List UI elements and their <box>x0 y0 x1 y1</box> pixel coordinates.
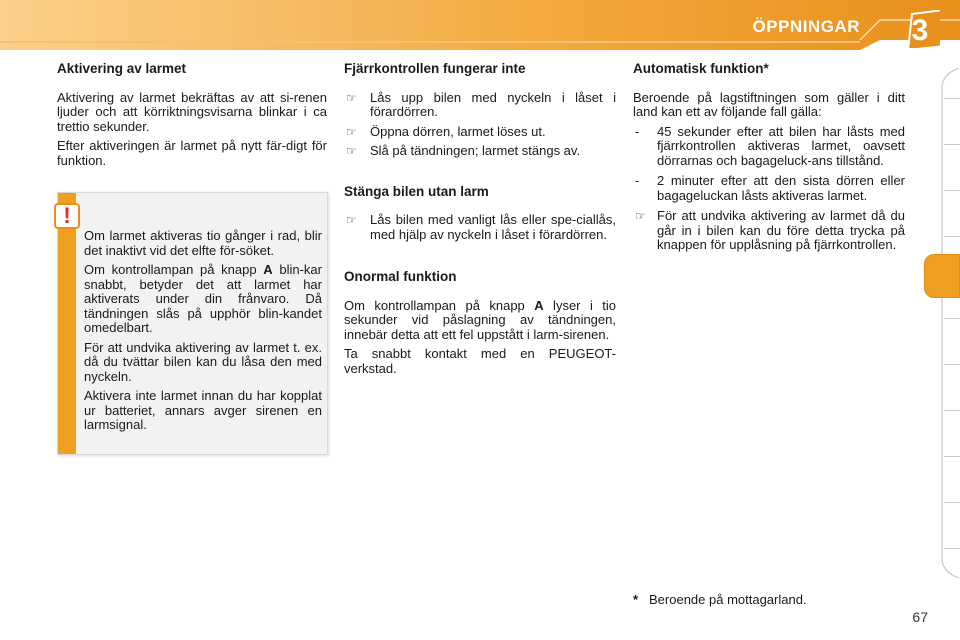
column-remote-issues <box>344 62 616 381</box>
list-item: - 2 minuter efter att den sista dörren eller bagageluckan låsts aktiveras larmet. <box>635 173 905 203</box>
list-item: ☞ Lås upp bilen med nyckeln i låset i förardörren. <box>346 89 616 119</box>
warning-text <box>84 229 322 438</box>
tab-divider <box>944 144 960 145</box>
pointing-hand-icon: ☞ <box>346 144 357 158</box>
footnote: * Beroende på mottagarland. <box>633 592 807 607</box>
pointing-hand-icon: ☞ <box>346 124 357 139</box>
paragraph: Ta snabbt kontakt med en PEUGEOT-verkstad. <box>344 346 616 376</box>
tab-divider <box>944 236 960 237</box>
pointing-hand-icon: ☞ <box>346 90 357 105</box>
warning-icon <box>52 201 82 231</box>
page-number: 67 <box>912 609 928 625</box>
active-chapter-tab[interactable] <box>924 254 960 298</box>
tab-divider <box>944 98 960 99</box>
paragraph: Efter aktiveringen är larmet på nytt fär-digt för funktion. <box>57 138 327 168</box>
tab-divider <box>944 190 960 191</box>
tab-divider <box>944 548 960 549</box>
chapter-side-tabs <box>926 68 960 578</box>
section-heading: Aktivering av larmet <box>57 61 187 76</box>
warning-paragraph: Om kontrollampan på knapp A blin-kar snabbt, betyder det att larmet har aktiverats under din frånvaro. Då tändningen slås på upphör blin-kandet omedelbart. <box>84 262 322 335</box>
paragraph: Beroende på lagstiftningen som gäller i ditt land kan ett av följande fall gälla: <box>633 89 905 119</box>
warning-icon-glyph: ! <box>63 203 71 228</box>
list-item: ☞ För att undvika aktivering av larmet då du går in i bilen kan du före detta trycka på knappen för upplåsning på fjärrkontrollen. <box>635 208 905 252</box>
tab-divider <box>944 502 960 503</box>
pointing-hand-icon: ☞ <box>346 213 357 227</box>
tab-divider <box>944 456 960 457</box>
list-item: ☞ Öppna dörren, larmet löses ut. <box>346 123 546 139</box>
heading-asterisk: * <box>763 61 769 76</box>
section-heading: Fjärrkontrollen fungerar inte <box>344 61 526 76</box>
tab-divider <box>944 410 960 411</box>
tab-divider <box>944 318 960 319</box>
footnote-asterisk: * <box>633 592 639 607</box>
pointing-hand-icon: ☞ <box>635 209 646 223</box>
list-item: - 45 sekunder efter att bilen har låsts med fjärrkontrollen aktiveras larmet, oavsett dörrarnas och bagageluck-ans tillstånd. <box>635 123 905 168</box>
list-item: ☞ Slå på tändningen; larmet stängs av. <box>346 143 581 158</box>
tab-divider <box>944 364 960 365</box>
paragraph: Om kontrollampan på knapp A lyser i tio sekunder vid påslagning av tändningen, innebär detta att ett fel uppstått i larm-sirenen. <box>344 297 616 342</box>
paragraph: Aktivering av larmet bekräftas av att si-renen ljuder och att körriktningsvisarna blinkar i ca trettio sekunder. <box>57 89 327 134</box>
button-a-label: A <box>534 297 544 313</box>
warning-paragraph: För att undvika aktivering av larmet t. ex. då du tvättar bilen kan du låsa den med nyckeln. <box>84 339 322 384</box>
warning-box <box>57 192 328 455</box>
button-a-label: A <box>263 262 273 277</box>
section-heading: Automatisk funktion* <box>633 61 769 76</box>
section-heading: Onormal funktion <box>344 269 457 284</box>
list-item: ☞ Lås bilen med vanligt lås eller spe-ciallås, med hjälp av nyckeln i låset i förardörren. <box>346 212 616 242</box>
column-automatic-function <box>633 62 905 258</box>
chapter-number: 3 <box>911 14 929 47</box>
chapter-title: ÖPPNINGAR <box>752 17 860 36</box>
section-heading: Stänga bilen utan larm <box>344 183 489 199</box>
column-alarm-activation <box>57 62 327 173</box>
header-band <box>0 0 960 50</box>
warning-accent-bar <box>58 193 76 454</box>
warning-paragraph: Om larmet aktiveras tio gånger i rad, blir det inaktivt vid det elfte för-söket. <box>84 228 322 258</box>
warning-paragraph: Aktivera inte larmet innan du har kopplat ur batteriet, annars avger sirenen en larmsignal. <box>84 388 322 432</box>
